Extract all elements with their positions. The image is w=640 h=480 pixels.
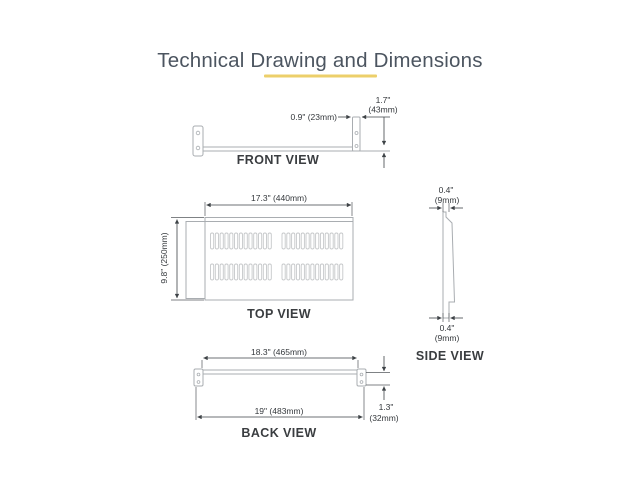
front-left-ear: [193, 126, 203, 156]
front-height-label-in: 1.7": [375, 95, 391, 105]
front-left-ear-hole: [196, 131, 200, 135]
back-height-label-in: 1.3": [378, 402, 394, 412]
side-view: [416, 185, 484, 363]
side-bottom-thickness-label-mm: (9mm): [434, 333, 460, 343]
page-title: Technical Drawing and Dimensions: [157, 49, 483, 72]
side-bottom-thickness-label-in: 0.4": [439, 323, 455, 333]
back-shelf-bar: [196, 370, 364, 374]
back-height-label-mm: (32mm): [369, 413, 399, 423]
top-depth-label: 9.8" (250mm): [159, 232, 169, 284]
front-height-label-mm: (43mm): [368, 104, 398, 115]
front-view: [193, 95, 398, 168]
front-flange-depth-label: 0.9" (23mm): [290, 112, 337, 122]
top-width-label: 17.3" (440mm): [251, 193, 307, 203]
side-panel-profile: [443, 212, 455, 318]
front-flange-depth-dimension: [291, 112, 351, 122]
back-left-bracket-hole: [197, 381, 200, 384]
back-view: [194, 347, 399, 440]
top-left-flange: [186, 222, 205, 299]
back-mount-width-label: 18.3" (465mm): [251, 347, 307, 357]
top-width-dimension: [205, 193, 352, 216]
back-right-bracket-hole: [360, 381, 363, 384]
back-total-width-label: 19" (483mm): [254, 406, 304, 416]
top-shelf-plate: [205, 218, 353, 301]
back-height-dimension: [366, 356, 399, 423]
front-view-label: FRONT VIEW: [236, 153, 320, 167]
front-height-dimension: [362, 95, 398, 168]
side-view-label: SIDE VIEW: [415, 349, 485, 363]
top-view-label: TOP VIEW: [247, 307, 311, 321]
back-mount-width-dimension: [202, 347, 358, 368]
back-right-bracket-hole: [360, 373, 363, 376]
back-total-width-dimension: [196, 387, 364, 420]
side-top-thickness-dimension: [429, 185, 463, 212]
top-view: [159, 193, 353, 321]
back-view-label: BACK VIEW: [241, 426, 317, 440]
front-shelf-bar: [203, 147, 390, 151]
front-right-bracket-hole: [355, 132, 358, 135]
side-top-thickness-label-in: 0.4": [438, 185, 454, 195]
side-top-thickness-label-mm: (9mm): [434, 195, 460, 205]
front-right-bracket-hole: [355, 145, 358, 148]
back-left-bracket-hole: [197, 373, 200, 376]
front-left-ear-hole: [196, 146, 200, 150]
title-underline-accent: [264, 75, 377, 78]
